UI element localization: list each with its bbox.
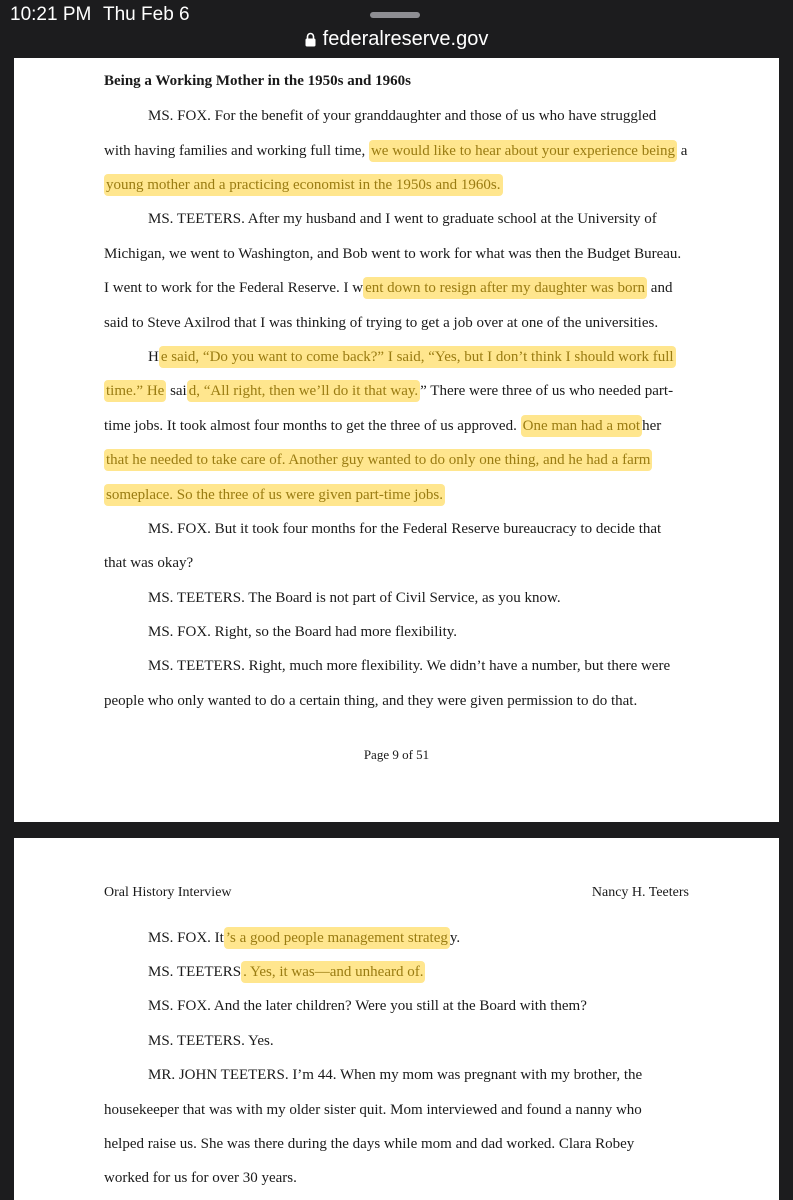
text-line <box>104 381 673 401</box>
status-date: Thu Feb 6 <box>103 4 190 25</box>
text-line: housekeeper that was with my older sister quit. Mom interviewed and found a nanny who <box>104 1102 642 1118</box>
text-line: MR. JOHN TEETERS. I’m 44. When my mom was pregnant with my brother, the <box>148 1067 643 1083</box>
highlighted-text: One man had a mot <box>521 415 642 437</box>
text-segment: sai <box>166 383 187 399</box>
highlighted-text: ent down to resign after my daughter was born <box>363 277 647 299</box>
text-line: that was okay? <box>104 555 194 571</box>
text-segment: H <box>148 349 159 365</box>
text-segment: MS. FOX. It <box>148 930 224 946</box>
text-line: MS. FOX. And the later children? Were you still at the Board with them? <box>148 998 587 1014</box>
multitasking-grabber[interactable] <box>370 12 420 18</box>
url-text: federalreserve.gov <box>322 28 489 50</box>
text-segment: MS. TEETERS <box>148 964 242 980</box>
text-line <box>104 175 503 195</box>
document-page-9 <box>14 58 779 822</box>
status-time: 10:21 PM <box>10 4 92 25</box>
status-bar <box>0 0 793 58</box>
highlighted-text: young mother and a practicing economist in the 1950s and 1960s. <box>104 174 503 196</box>
highlighted-text: someplace. So the three of us were given part-time jobs. <box>104 484 445 506</box>
highlighted-text: that he needed to take care of. Another guy wanted to do only one thing, and he had a farm <box>104 449 652 471</box>
text-line <box>104 416 661 436</box>
text-line: MS. TEETERS. Right, much more flexibility. We didn’t have a number, but there were <box>148 658 671 674</box>
highlighted-text: . Yes, it was—and unheard of. <box>241 961 425 983</box>
lock-icon <box>305 32 316 47</box>
highlighted-text: d, “All right, then we’ll do it that way. <box>187 380 420 402</box>
text-line: MS. TEETERS. After my husband and I went to graduate school at the University of <box>148 211 657 227</box>
text-segment: ” There were three of us who needed part- <box>420 383 674 399</box>
text-line: MS. TEETERS. The Board is not part of Civil Service, as you know. <box>148 590 561 606</box>
highlighted-text: we would like to hear about your experience being <box>369 140 677 162</box>
address-bar[interactable] <box>0 28 793 51</box>
text-segment: and <box>647 280 673 296</box>
text-line <box>104 141 687 161</box>
text-segment: a <box>677 143 688 159</box>
text-segment: her <box>642 418 662 434</box>
section-heading: Being a Working Mother in the 1950s and 1960s <box>104 73 411 89</box>
text-line: MS. FOX. But it took four months for the Federal Reserve bureaucracy to decide that <box>148 521 662 537</box>
text-line <box>148 347 676 367</box>
text-line <box>104 485 445 505</box>
text-line: helped raise us. She was there during the days while mom and dad worked. Clara Robey <box>104 1136 635 1152</box>
running-header-right: Nancy H. Teeters <box>591 885 689 900</box>
text-segment: time jobs. It took almost four months to get the three of us approved. <box>104 418 521 434</box>
document-page-10 <box>14 838 779 1200</box>
text-line: people who only wanted to do a certain thing, and they were given permission to do that. <box>104 693 638 709</box>
text-line <box>148 962 425 982</box>
text-segment: with having families and working full time, <box>104 143 369 159</box>
page-number: Page 9 of 51 <box>363 747 430 762</box>
text-line <box>104 278 672 298</box>
text-line: said to Steve Axilrod that I was thinking of trying to get a job over at one of the universities. <box>104 315 659 331</box>
text-line <box>104 450 652 470</box>
highlighted-text: ’s a good people management strateg <box>224 927 450 949</box>
text-line: worked for us for over 30 years. <box>104 1170 297 1186</box>
text-line: MS. FOX. For the benefit of your granddaughter and those of us who have struggled <box>148 108 657 124</box>
text-line: Michigan, we went to Washington, and Bob went to work for what was then the Budget Bureau. <box>104 246 682 262</box>
running-header-left: Oral History Interview <box>104 885 232 900</box>
text-line: MS. TEETERS. Yes. <box>148 1033 274 1049</box>
text-segment: I went to work for the Federal Reserve. I w <box>104 280 364 296</box>
highlighted-text: e said, “Do you want to come back?” I said, “Yes, but I don’t think I should work full <box>159 346 676 368</box>
text-segment: y. <box>449 930 461 946</box>
text-line: MS. FOX. Right, so the Board had more flexibility. <box>148 624 458 640</box>
highlighted-text: time.” He <box>104 380 166 402</box>
text-line <box>148 928 460 948</box>
